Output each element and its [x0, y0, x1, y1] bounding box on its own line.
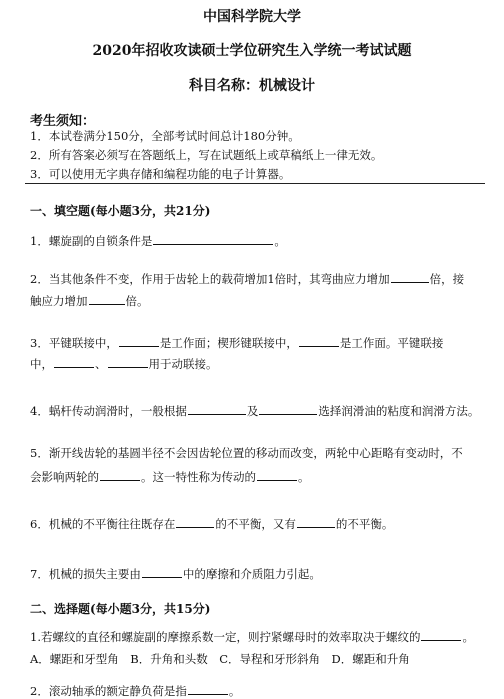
- s1-question-5-line1: [30, 445, 463, 461]
- answer-blank[interactable]: [119, 334, 159, 347]
- answer-blank[interactable]: [297, 515, 335, 528]
- q3-text-e: 、: [95, 357, 107, 371]
- answer-blank[interactable]: [421, 628, 461, 641]
- answer-blank[interactable]: [176, 515, 214, 528]
- q5-text: 5．渐开线齿轮的基圆半径不会因齿轮位置的移动而改变，两轮中心距略有变动时，不: [30, 446, 463, 460]
- q3-text-c: 是工作面。平键联接: [339, 336, 444, 350]
- q6-text-c: 的不平衡。: [335, 517, 394, 531]
- q3-text-b: 是工作面；楔形键联接中，: [159, 336, 298, 350]
- exam-title: 2020年招收攻读硕士学位研究生入学统一考试试题: [92, 43, 412, 59]
- s2q1-end: 。: [462, 630, 474, 644]
- q1-text: 1．螺旋副的自锁条件是: [30, 234, 153, 248]
- s2q1-text: 1.若螺纹的直径和螺旋副的摩擦系数一定，则拧紧螺母时的效率取决于螺纹的: [30, 630, 421, 644]
- q3-text-d: 中，: [30, 357, 53, 371]
- university-name: 中国科学院大学: [203, 9, 301, 25]
- q2-text-d: 倍。: [125, 294, 149, 308]
- s1-question-1: [30, 232, 286, 249]
- notice-item-1: 1．本试卷满分150分，全部考试时间总计180分钟。: [30, 129, 300, 143]
- q3-text-f: 用于动联接。: [148, 357, 218, 371]
- q4-text: 4．蜗杆传动润滑时，一般根据: [30, 404, 187, 418]
- s2-question-1: [30, 628, 474, 645]
- answer-blank[interactable]: [100, 468, 140, 481]
- section1-title: 一、填空题(每小题3分，共21分): [30, 204, 211, 218]
- q7-text-b: 中的摩擦和介质阻力引起。: [182, 567, 321, 581]
- answer-blank[interactable]: [108, 355, 148, 368]
- answer-blank[interactable]: [142, 565, 182, 578]
- q2-text-b: 倍，接: [429, 272, 465, 286]
- q6-text: 6．机械的不平衡往往既存在: [30, 517, 176, 531]
- q4-text-c: 选择润滑油的粘度和润滑方法。: [318, 404, 480, 418]
- q3-text: 3．平键联接中，: [30, 336, 118, 350]
- s1-question-6: [30, 515, 393, 532]
- answer-blank[interactable]: [257, 468, 297, 481]
- q2-text: 2．当其他条件不变，作用于齿轮上的载荷增加1倍时，其弯曲应力增加: [30, 272, 390, 286]
- answer-blank[interactable]: [391, 270, 429, 283]
- notice-divider: [25, 183, 485, 184]
- q4-text-b: 及: [246, 404, 259, 418]
- section2-title: 二、选择题(每小题3分，共15分): [30, 602, 211, 616]
- s2q2-end: 。: [228, 684, 241, 698]
- s1-question-7: [30, 565, 321, 582]
- q5-text-d: 。: [298, 470, 310, 484]
- answer-blank[interactable]: [188, 682, 228, 695]
- q5-text-b: 会影响两轮的: [30, 470, 99, 484]
- s2q2-text: 2．滚动轴承的额定静负荷是指: [30, 684, 187, 698]
- q1-end: 。: [274, 234, 286, 248]
- answer-blank[interactable]: [153, 232, 273, 245]
- s1-question-3-line2: [30, 355, 218, 372]
- s1-question-4: [30, 402, 479, 419]
- q2-text-c: 触应力增加: [30, 294, 88, 308]
- answer-blank[interactable]: [299, 334, 339, 347]
- notice-heading: 考生须知：: [30, 114, 96, 129]
- s1-question-3-line1: [30, 334, 443, 351]
- notice-item-2: 2．所有答案必须写在答题纸上，写在试题纸上或草稿纸上一律无效。: [30, 148, 383, 162]
- s2-question-2: [30, 682, 240, 699]
- answer-blank[interactable]: [89, 292, 125, 305]
- s2-question-1-options: A．螺距和牙型角 B．升角和头数 C．导程和牙形斜角 D．螺距和升角: [30, 652, 410, 666]
- s1-question-2-line2: [30, 292, 149, 309]
- answer-blank[interactable]: [54, 355, 94, 368]
- answer-blank[interactable]: [259, 402, 317, 415]
- q7-text: 7．机械的损失主要由: [30, 567, 141, 581]
- subject-name: 科目名称：机械设计: [189, 78, 315, 94]
- q5-text-c: 。这一特性称为传动的: [141, 470, 256, 484]
- answer-blank[interactable]: [188, 402, 246, 415]
- s1-question-5-line2: [30, 468, 310, 485]
- notice-item-3: 3．可以使用无字典存储和编程功能的电子计算器。: [30, 167, 291, 181]
- s1-question-2-line1: [30, 270, 464, 287]
- q6-text-b: 的不平衡，又有: [215, 517, 296, 531]
